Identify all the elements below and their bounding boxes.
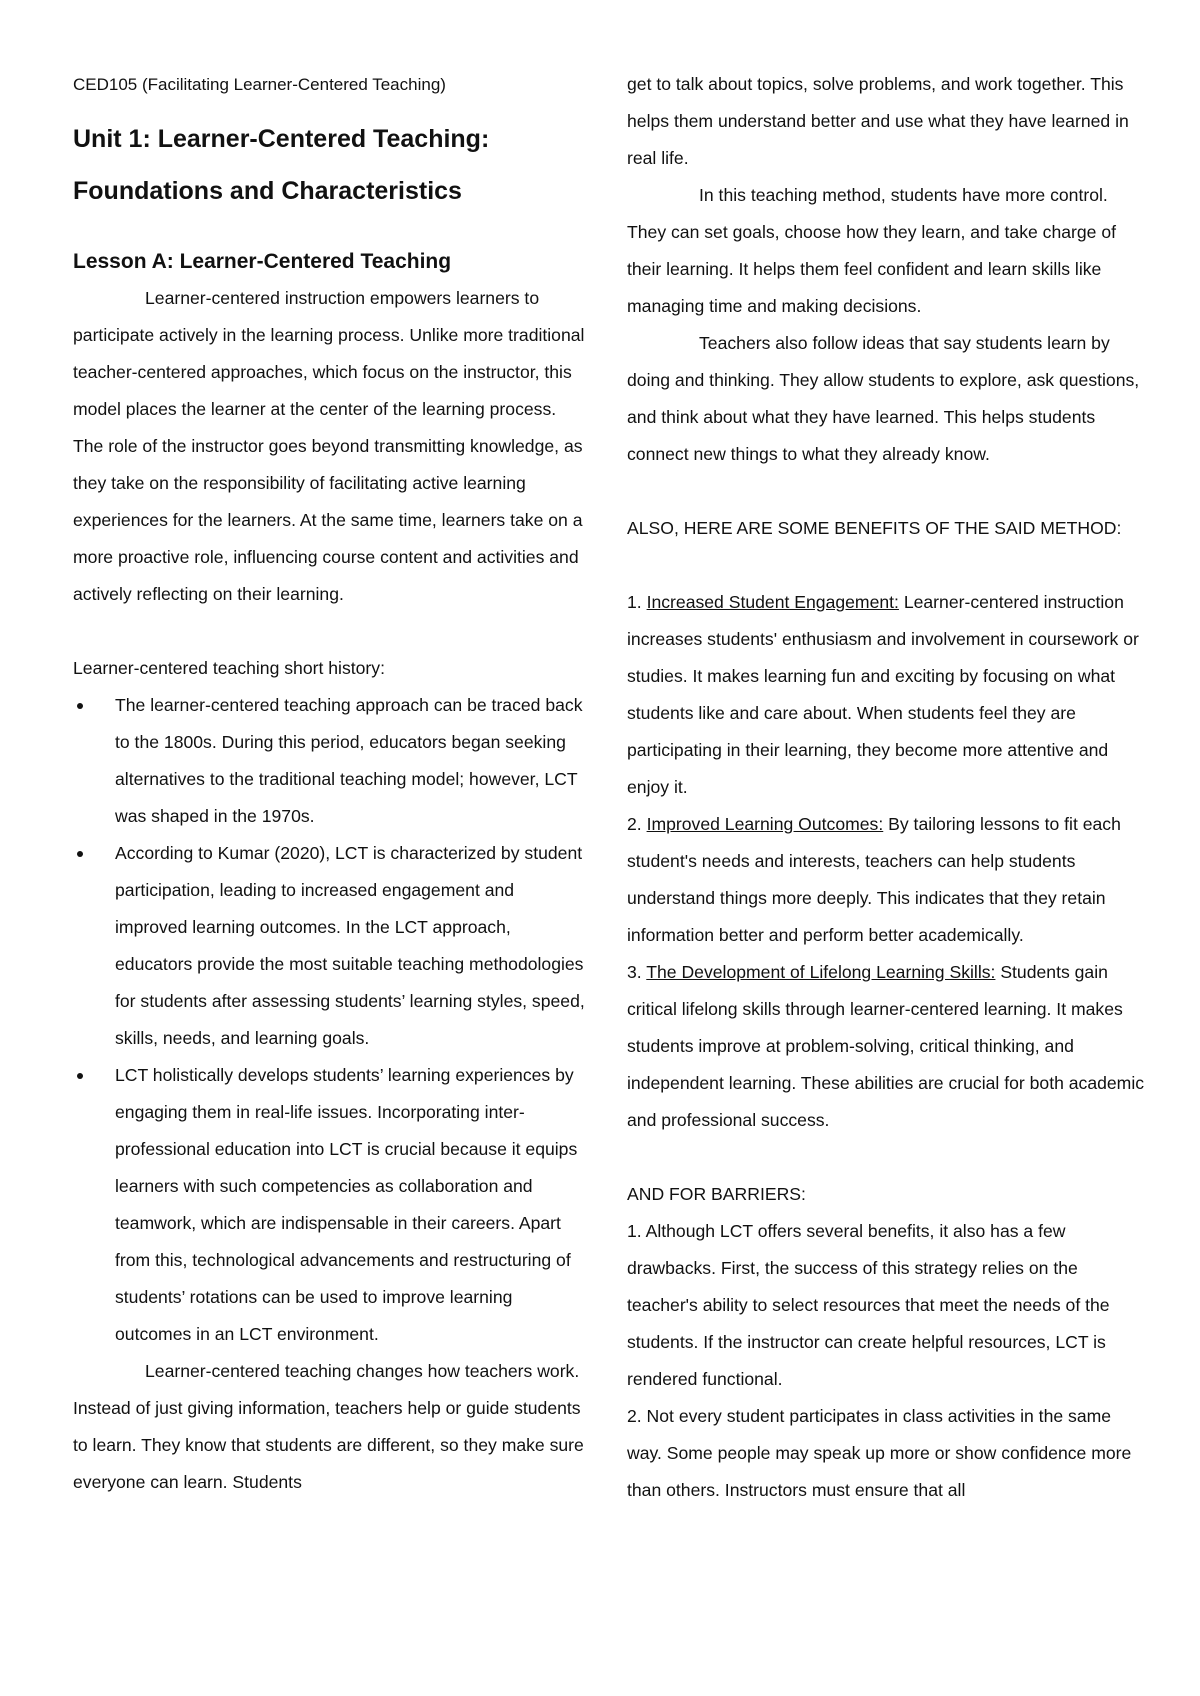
ideas-paragraph: Teachers also follow ideas that say students learn by doing and thinking. They allow students to explore, ask questions, and think about what they have learned. This helps students connect new things to what they already know. (627, 333, 1140, 464)
bullet-icon (77, 851, 83, 857)
benefit-item (627, 584, 1147, 806)
benefit-text: By tailoring lessons to fit each student's needs and interests, teachers can help students understand things more deeply. This indicates that they retain information better and perform better academically. (627, 814, 1121, 945)
benefit-text: Students gain critical lifelong skills through learner-centered learning. It makes students improve at problem-solving, critical thinking, and independent learning. These abilities are crucial for both academic and professional success. (627, 962, 1145, 1130)
left-column (73, 66, 585, 1501)
bullet-icon (77, 1073, 83, 1079)
control-paragraph: In this teaching method, students have more control. They can set goals, choose how they learn, and take charge of their learning. It helps them feel confident and learn skills like managing time and making decisions. (627, 185, 1117, 316)
benefit-item (627, 806, 1147, 954)
list-item (73, 835, 585, 1057)
list-item-text: LCT holistically develops students’ learning experiences by engaging them in real-life issues. Incorporating inter-professional education into LCT is crucial because it equips learners with such competencies as collaboration and teamwork, which are indispensable in their careers. Apart from this, technological advancements and restructuring of students’ rotations can be used to improve learning outcomes in an LCT environment. (115, 1065, 578, 1344)
unit-title-line-2: Foundations and Characteristics (73, 177, 462, 205)
list-item-text: According to Kumar (2020), LCT is characterized by student participation, leading to increased engagement and improved learning outcomes. In the LCT approach, educators provide the most suitable teaching methodologies for students after assessing students’ learning styles, speed, skills, needs, and learning goals. (115, 843, 585, 1048)
right-column (627, 66, 1147, 1509)
list-item (73, 1057, 585, 1353)
barrier-item: 2. Not every student participates in class activities in the same way. Some people may speak up more or show confidence more than others. Instructors must ensure that all (627, 1406, 1132, 1500)
history-heading: Learner-centered teaching short history: (73, 658, 385, 678)
bullet-icon (77, 703, 83, 709)
benefit-number: 1. (627, 592, 642, 612)
changes-paragraph: Learner-centered teaching changes how teachers work. Instead of just giving information, teachers help or guide students to learn. They know that students are different, so they make sure everyone can learn. Students (73, 1361, 584, 1492)
lesson-title: Lesson A: Learner-Centered Teaching (73, 250, 452, 273)
benefit-number: 3. (627, 962, 642, 982)
course-header: CED105 (Facilitating Learner-Centered Teaching) (73, 75, 446, 94)
spacer (627, 547, 1147, 584)
continued-paragraph: get to talk about topics, solve problems, and work together. This helps them understand better and use what they have learned in real life. (627, 74, 1129, 168)
benefits-heading: ALSO, HERE ARE SOME BENEFITS OF THE SAID METHOD: (627, 518, 1122, 538)
spacer (627, 473, 1147, 510)
benefit-title: Improved Learning Outcomes: (646, 814, 884, 834)
list-item (73, 687, 585, 835)
spacer (627, 1139, 1147, 1176)
spacer (73, 613, 585, 650)
history-list (73, 687, 585, 1353)
benefit-text: Learner-centered instruction increases students' enthusiasm and involvement in coursework or studies. It makes learning fun and exciting by focusing on what students like and care about. When students feel they are participating in their learning, they become more attentive and enjoy it. (627, 592, 1139, 797)
barriers-heading: AND FOR BARRIERS: (627, 1184, 806, 1204)
barrier-item: 1. Although LCT offers several benefits, it also has a few drawbacks. First, the success of this strategy relies on the teacher's ability to select resources that meet the needs of the students. If the instructor can create helpful resources, LCT is rendered functional. (627, 1221, 1110, 1389)
benefit-title: Increased Student Engagement: (646, 592, 899, 612)
unit-title (73, 113, 585, 217)
benefit-item (627, 954, 1147, 1139)
benefit-number: 2. (627, 814, 642, 834)
list-item-text: The learner-centered teaching approach can be traced back to the 1800s. During this period, educators began seeking alternatives to the traditional teaching model; however, LCT was shaped in the 1970s. (115, 695, 583, 826)
benefit-title: The Development of Lifelong Learning Skills: (646, 962, 996, 982)
unit-title-line-1: Unit 1: Learner-Centered Teaching: (73, 125, 490, 153)
intro-paragraph: Learner-centered instruction empowers learners to participate actively in the learning process. Unlike more traditional teacher-centered approaches, which focus on the instructor, this model places the learner at the center of the learning process. The role of the instructor goes beyond transmitting knowledge, as they take on the responsibility of facilitating active learning experiences for the learners. At the same time, learners take on a more proactive role, influencing course content and activities and actively reflecting on their learning. (73, 288, 585, 604)
